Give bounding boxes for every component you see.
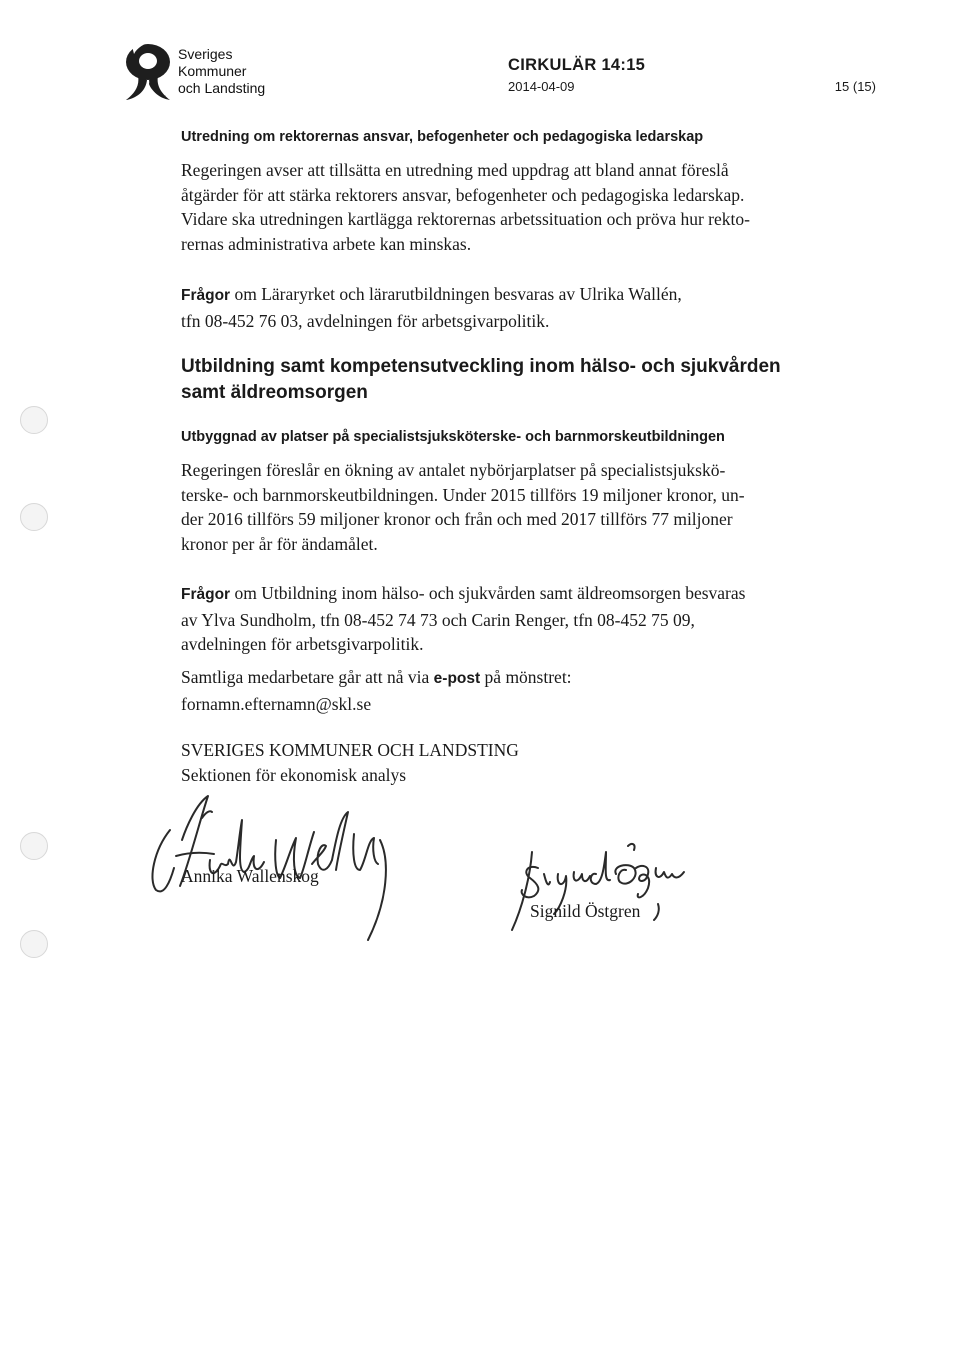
punch-hole	[20, 406, 48, 434]
questions-paragraph	[181, 282, 821, 333]
questions-label: Frågor	[181, 586, 231, 603]
org-name-line2: Kommuner	[178, 63, 247, 79]
text-line: Regeringen avser att tillsätta en utredning med uppdrag att bland annat föreslå	[181, 160, 729, 180]
contact-text: Samtliga medarbetare går att nå via	[181, 667, 434, 687]
page-number: 15 (15)	[834, 79, 876, 94]
email-pattern: fornamn.efternamn@skl.se	[181, 693, 372, 714]
closing-block	[181, 738, 821, 787]
text-line: der 2016 tillförs 59 miljoner kronor och från och med 2017 tillförs 77 miljoner	[181, 509, 733, 529]
circular-date: 2014-04-09	[508, 79, 575, 94]
closing-dept: Sektionen för ekonomisk analys	[181, 764, 407, 785]
section-heading: Utredning om rektorernas ansvar, befogenheter och pedagogiska ledarskap	[181, 129, 704, 145]
skl-logo-icon	[120, 40, 176, 104]
punch-hole	[20, 930, 48, 958]
text-line: åtgärder för att stärka rektorers ansvar, befogenheter och pedagogiska ledarskap.	[181, 184, 745, 205]
org-name-line3: och Landsting	[178, 80, 266, 96]
contact-text: på mönstret:	[480, 667, 572, 687]
org-name-line1: Sveriges	[178, 46, 233, 62]
text-line: kronor per år för ändamålet.	[181, 533, 378, 554]
section-title	[181, 354, 781, 406]
text-line: avdelningen för arbetsgivarpolitik.	[181, 634, 424, 654]
signature-icon	[508, 838, 728, 938]
paragraph	[181, 458, 821, 556]
punch-hole	[20, 832, 48, 860]
email-label: e-post	[433, 670, 481, 687]
signer-name: Annika Wallenskog	[181, 866, 319, 886]
text-line: terske- och barnmorskeutbildningen. Under 2015 tillförs 19 miljoner kronor, un-	[181, 484, 745, 505]
text-line: Regeringen föreslår en ökning av antalet nybörjarplatser på specialistsjukskö-	[181, 460, 726, 480]
section-title-line: Utbildning samt kompetensutveckling inom hälso- och sjukvården	[181, 356, 781, 377]
questions-paragraph	[181, 581, 821, 657]
section-title-line: samt äldreomsorgen	[181, 382, 368, 403]
punch-hole	[20, 503, 48, 531]
text-line: av Ylva Sundholm, tfn 08-452 74 73 och Carin Renger, tfn 08-452 75 09,	[181, 609, 695, 630]
text-line: om Utbildning inom hälso- och sjukvården samt äldreomsorgen besvaras	[230, 583, 746, 603]
contact-paragraph	[181, 665, 821, 716]
text-line: tfn 08-452 76 03, avdelningen för arbetsgivarpolitik.	[181, 310, 550, 331]
text-line: om Läraryrket och lärarutbildningen besvaras av Ulrika Wallén,	[230, 284, 682, 304]
closing-org: SVERIGES KOMMUNER OCH LANDSTING	[181, 740, 519, 760]
questions-label: Frågor	[181, 287, 231, 304]
paragraph	[181, 158, 821, 256]
text-line: Vidare ska utredningen kartlägga rektorernas arbetssituation och pröva hur rekto-	[181, 209, 750, 229]
section-subheading: Utbyggnad av platser på specialistsjuksköterske- och barnmorskeutbildningen	[181, 429, 725, 445]
text-line: rernas administrativa arbete kan minskas.	[181, 233, 472, 254]
signer-name: Signild Östgren	[530, 901, 641, 921]
org-logo-text	[178, 46, 265, 97]
circular-title: CIRKULÄR 14:15	[508, 56, 646, 74]
